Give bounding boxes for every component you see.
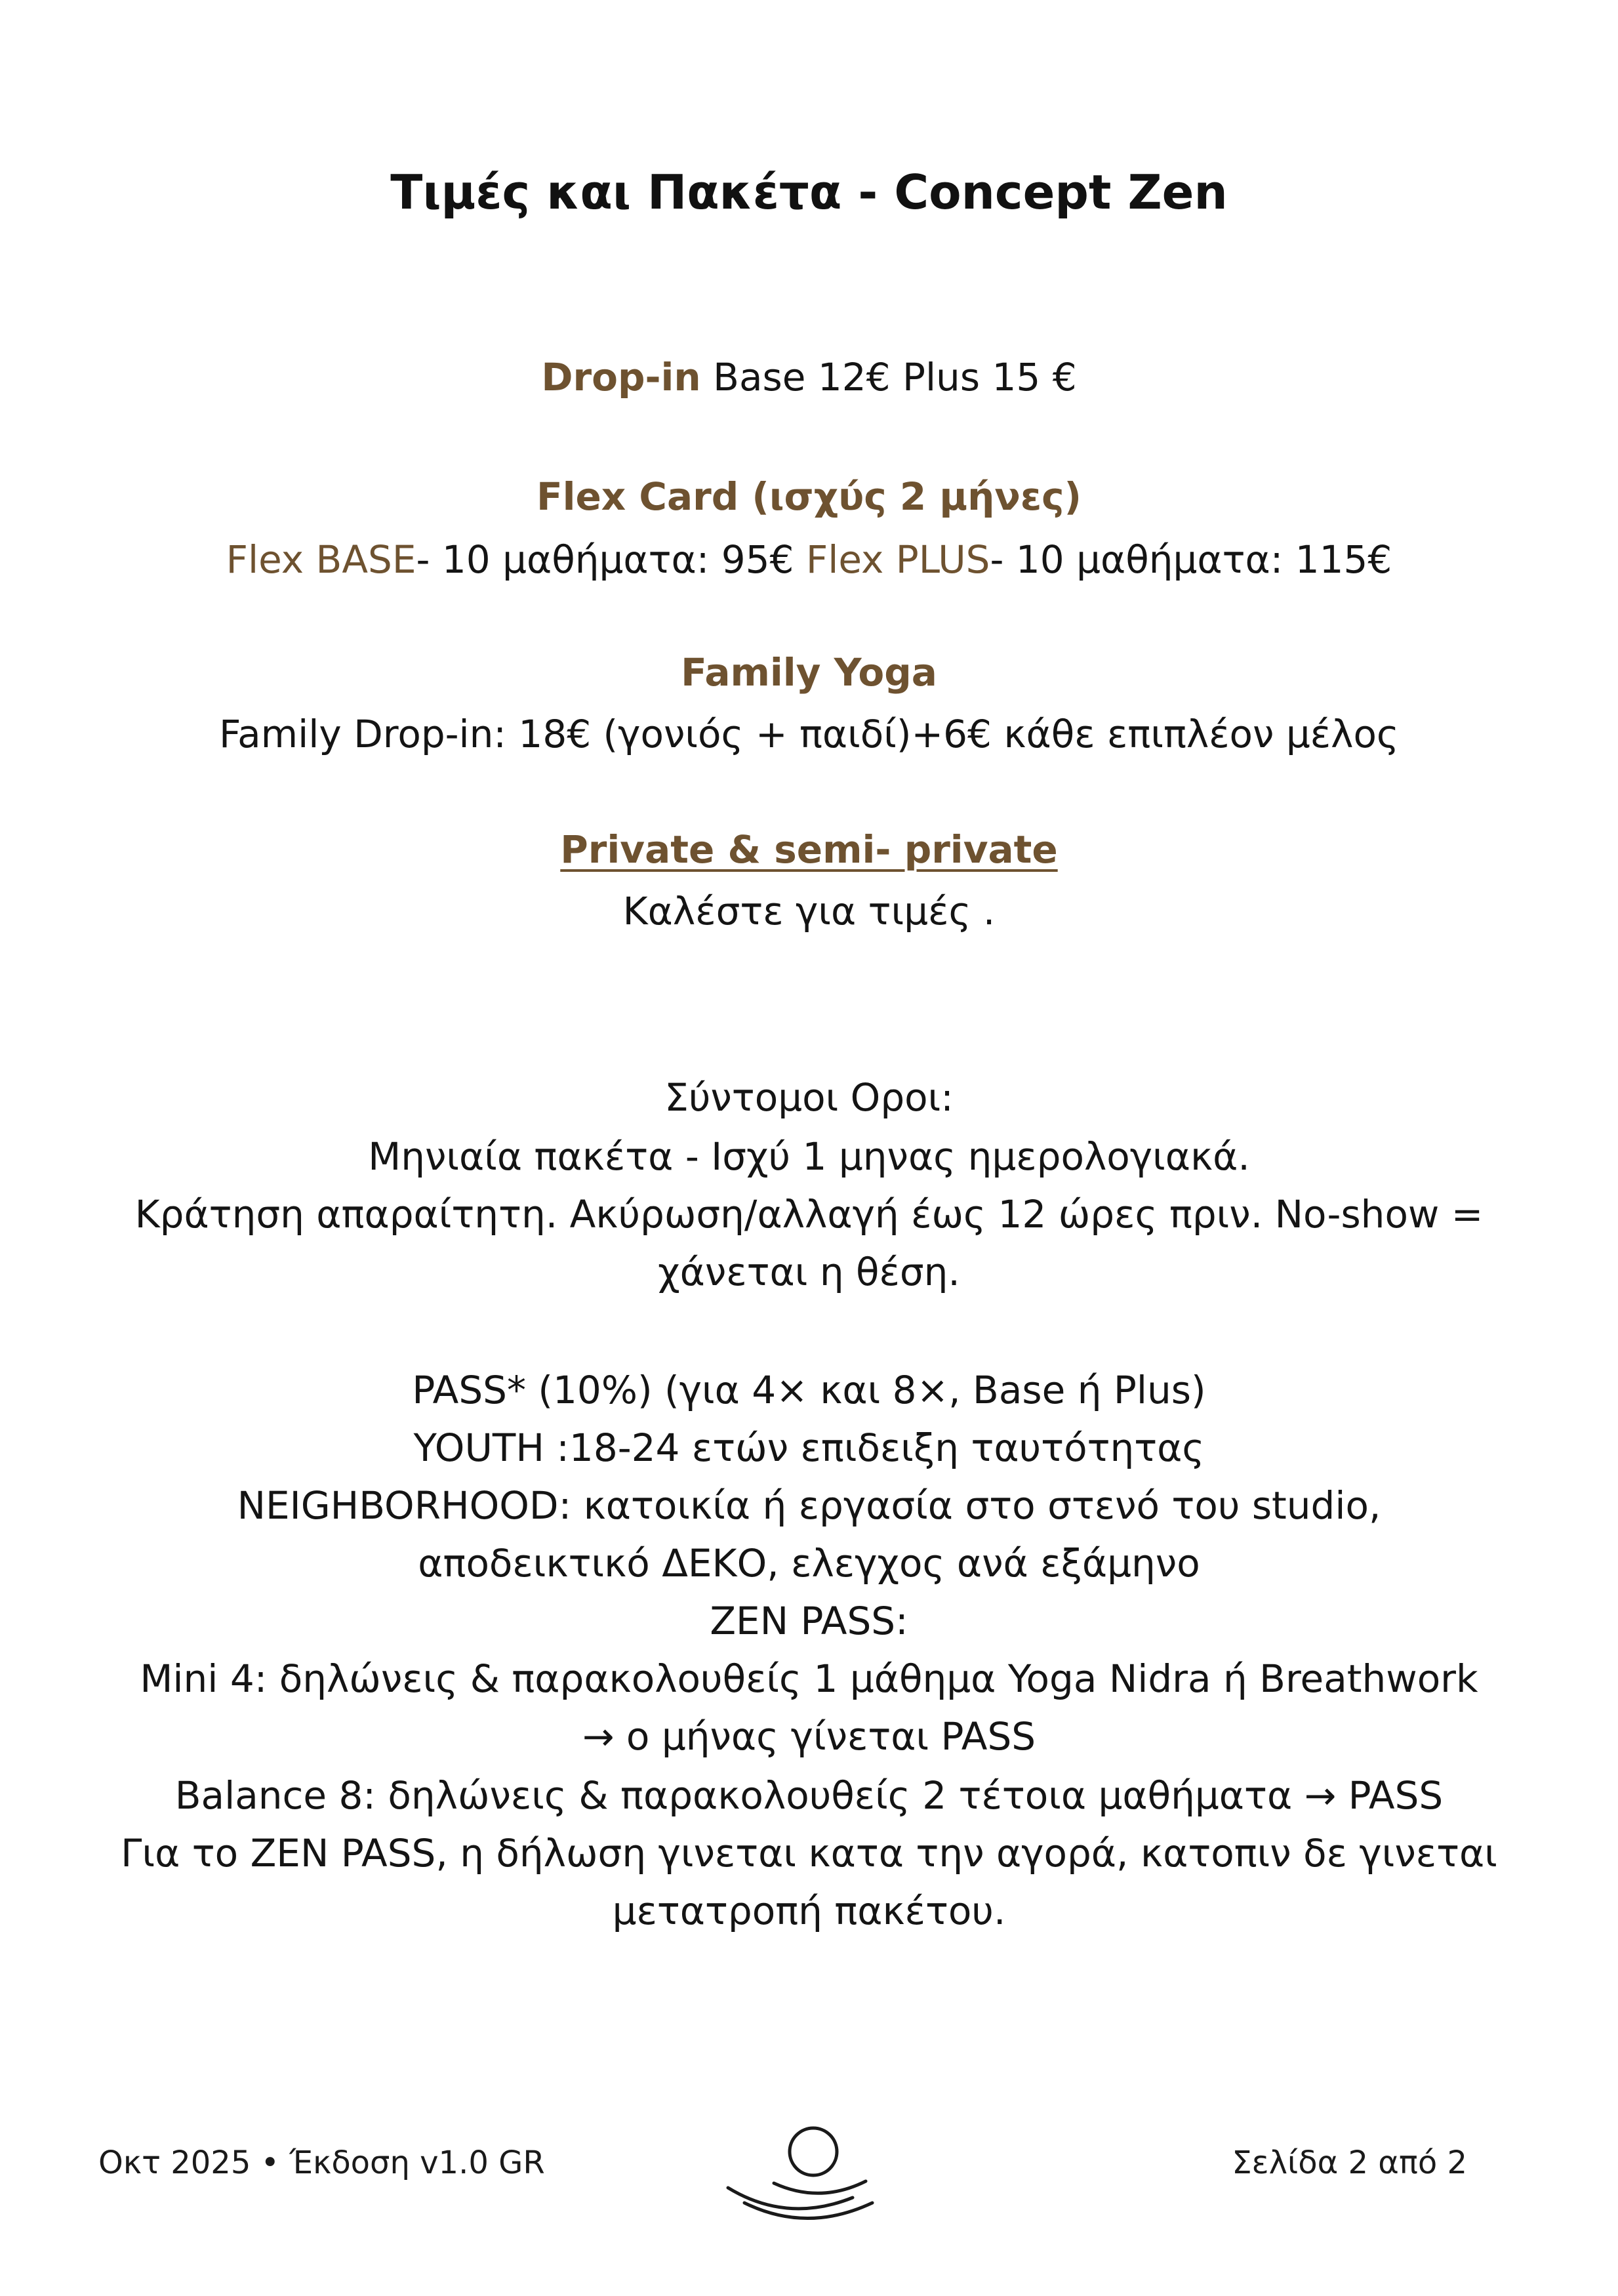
private-text: Καλέστε για τιμές .: [622, 889, 996, 933]
pass-line: YOUTH :18-24 ετών επιδειξη ταυτότητας: [413, 1425, 1205, 1470]
terms-heading: Σύντομοι Οροι:: [664, 1075, 954, 1120]
terms-line: Μηνιαία πακέτα - Ισχύ 1 μηνας ημερολογιακά.: [368, 1134, 1250, 1179]
flex-plus-label: Flex PLUS: [805, 537, 990, 582]
document-title: Τιμές και Πακέτα - Concept Zen: [390, 165, 1228, 220]
flex-base-text: - 10 μαθήματα: 95€: [416, 537, 806, 582]
terms-line: Κράτηση απαραίτητη. Ακύρωση/αλλαγή έως 12 ώρες πριν. No-show =: [134, 1192, 1484, 1237]
flex-plus-text: - 10 μαθήματα: 115€: [990, 537, 1392, 582]
pass-line: Balance 8: δηλώνεις & παρακολουθείς 2 τέτοια μαθήματα → PASS: [174, 1773, 1444, 1818]
footer-page-number: Σελίδα 2 από 2: [1232, 2144, 1467, 2181]
flex-heading: Flex Card (ισχύς 2 μήνες): [536, 474, 1082, 519]
footer-date-version: Οκτ 2025 • Έκδοση v1.0 GR: [98, 2144, 545, 2181]
zen-figure-logo-icon: [708, 2125, 918, 2224]
pass-line: Mini 4: δηλώνεις & παρακολουθείς 1 μάθημα Yoga Nidra ή Breathwork: [140, 1656, 1478, 1701]
pass-line: αποδεικτικό ΔΕΚΟ, ελεγχος ανά εξάμηνο: [418, 1541, 1200, 1586]
pass-line: ZEN PASS:: [710, 1599, 908, 1643]
dropin-line: [0, 348, 1618, 407]
pass-line: NEIGHBORHOOD: κατοικία ή εργασία στο στενό του studio,: [237, 1483, 1381, 1528]
pass-line: μετατροπή πακέτου.: [612, 1889, 1006, 1933]
family-text: Family Drop-in: 18€ (γονιός + παιδί)+6€ κάθε επιπλέον μέλος: [219, 712, 1399, 756]
family-heading: Family Yoga: [681, 650, 937, 695]
pass-line: Για το ZEN PASS, η δήλωση γινεται κατα την αγορά, κατοπιν δε γινεται: [121, 1831, 1497, 1876]
private-heading: Private & semi- private: [560, 827, 1058, 872]
flex-base-label: Flex BASE: [226, 537, 416, 582]
dropin-label: Drop-in: [541, 355, 701, 400]
terms-line: χάνεται η θέση.: [658, 1250, 960, 1294]
flex-prices-line: [0, 530, 1618, 589]
pass-line: PASS* (10%) (για 4× και 8×, Base ή Plus): [412, 1368, 1206, 1412]
dropin-prices: Base 12€ Plus 15 €: [700, 355, 1077, 400]
pass-line: → ο μήνας γίνεται PASS: [582, 1714, 1036, 1759]
